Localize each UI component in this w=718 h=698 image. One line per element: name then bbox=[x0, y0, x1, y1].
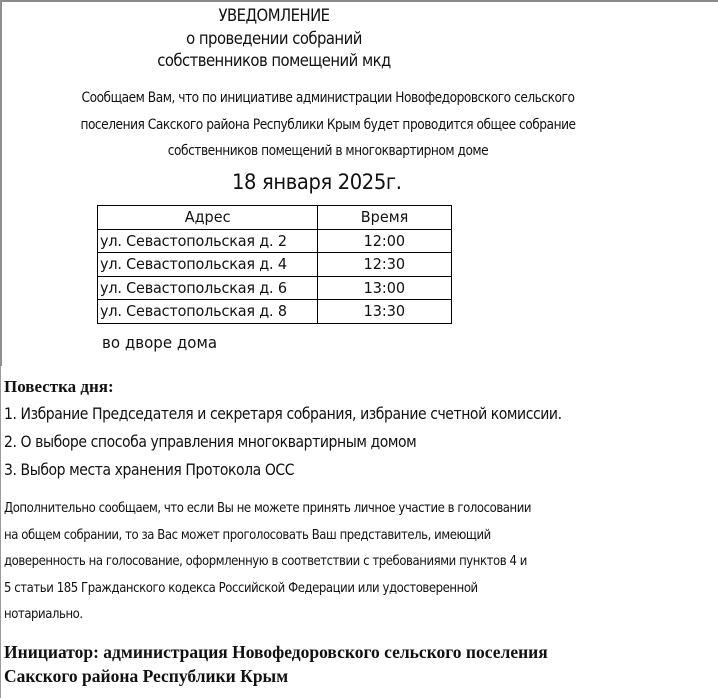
time-cell: 12:00 bbox=[318, 229, 452, 253]
agenda-item: 1. Избрание Председателя и секретаря собрания, избрание счетной комиссии. bbox=[4, 404, 562, 423]
address-cell: ул. Севастопольская д. 6 bbox=[98, 276, 318, 300]
additional-line: нотариально. bbox=[4, 606, 83, 623]
title-line: собственников помещений мкд bbox=[157, 51, 391, 70]
additional-line: 5 статьи 185 Гражданского кодекса Российской Федерации или удостоверенной bbox=[4, 579, 478, 596]
agenda-heading: Повестка дня: bbox=[4, 377, 114, 396]
header-time: Время bbox=[318, 206, 452, 230]
additional-info-paragraph bbox=[4, 495, 617, 628]
address-cell: ул. Севастопольская д. 8 bbox=[98, 300, 318, 324]
additional-line: на общем собрании, то за Вас может проголосовать Ваш представитель, имеющий bbox=[4, 526, 491, 543]
agenda-item: 2. О выборе способа управления многоквартирным домом bbox=[4, 432, 417, 451]
initiator bbox=[4, 641, 548, 688]
agenda-item: 3. Выбор места хранения Протокола ОСС bbox=[4, 460, 295, 479]
table-row bbox=[98, 276, 452, 300]
table-row bbox=[98, 229, 452, 253]
time-cell: 13:00 bbox=[318, 276, 452, 300]
additional-line: Дополнительно сообщаем, что если Вы не можете принять личное участие в голосовании bbox=[4, 500, 532, 516]
address-cell: ул. Севастопольская д. 2 bbox=[98, 229, 318, 253]
time-cell: 13:30 bbox=[318, 300, 452, 324]
intro-line: поселения Сакского района Республики Крым будет проводится общее собрание bbox=[80, 116, 576, 133]
page-frame-left-border-lower bbox=[0, 366, 1, 698]
initiator-line: Сакского района Республики Крым bbox=[4, 665, 289, 686]
additional-line: доверенность на голосование, оформленную в соответствии с требованиями пунктов 4 и bbox=[4, 553, 527, 570]
meeting-place: во дворе дома bbox=[102, 333, 218, 352]
title-line: о проведении собраний bbox=[186, 28, 362, 48]
table-row bbox=[98, 300, 452, 324]
intro-line: собственников помещений в многоквартирном доме bbox=[167, 143, 489, 160]
intro-line: Сообщаем Вам, что по инициативе администрации Новофедоровского сельского bbox=[81, 90, 575, 106]
table-row bbox=[98, 253, 452, 277]
agenda-list bbox=[4, 400, 652, 484]
title-line: УВЕДОМЛЕНИЕ bbox=[218, 6, 330, 25]
header-address: Адрес bbox=[98, 206, 318, 230]
time-cell: 12:30 bbox=[318, 253, 452, 277]
page-frame-top-border bbox=[0, 0, 718, 2]
address-cell: ул. Севастопольская д. 4 bbox=[98, 253, 318, 277]
table-header-row bbox=[98, 206, 452, 230]
notice-title bbox=[0, 5, 548, 73]
intro-paragraph bbox=[0, 85, 656, 165]
meeting-date: 18 января 2025г. bbox=[232, 170, 402, 194]
schedule-table bbox=[97, 205, 452, 324]
initiator-line: Инициатор: администрация Новофедоровского сельского поселения bbox=[4, 642, 548, 662]
